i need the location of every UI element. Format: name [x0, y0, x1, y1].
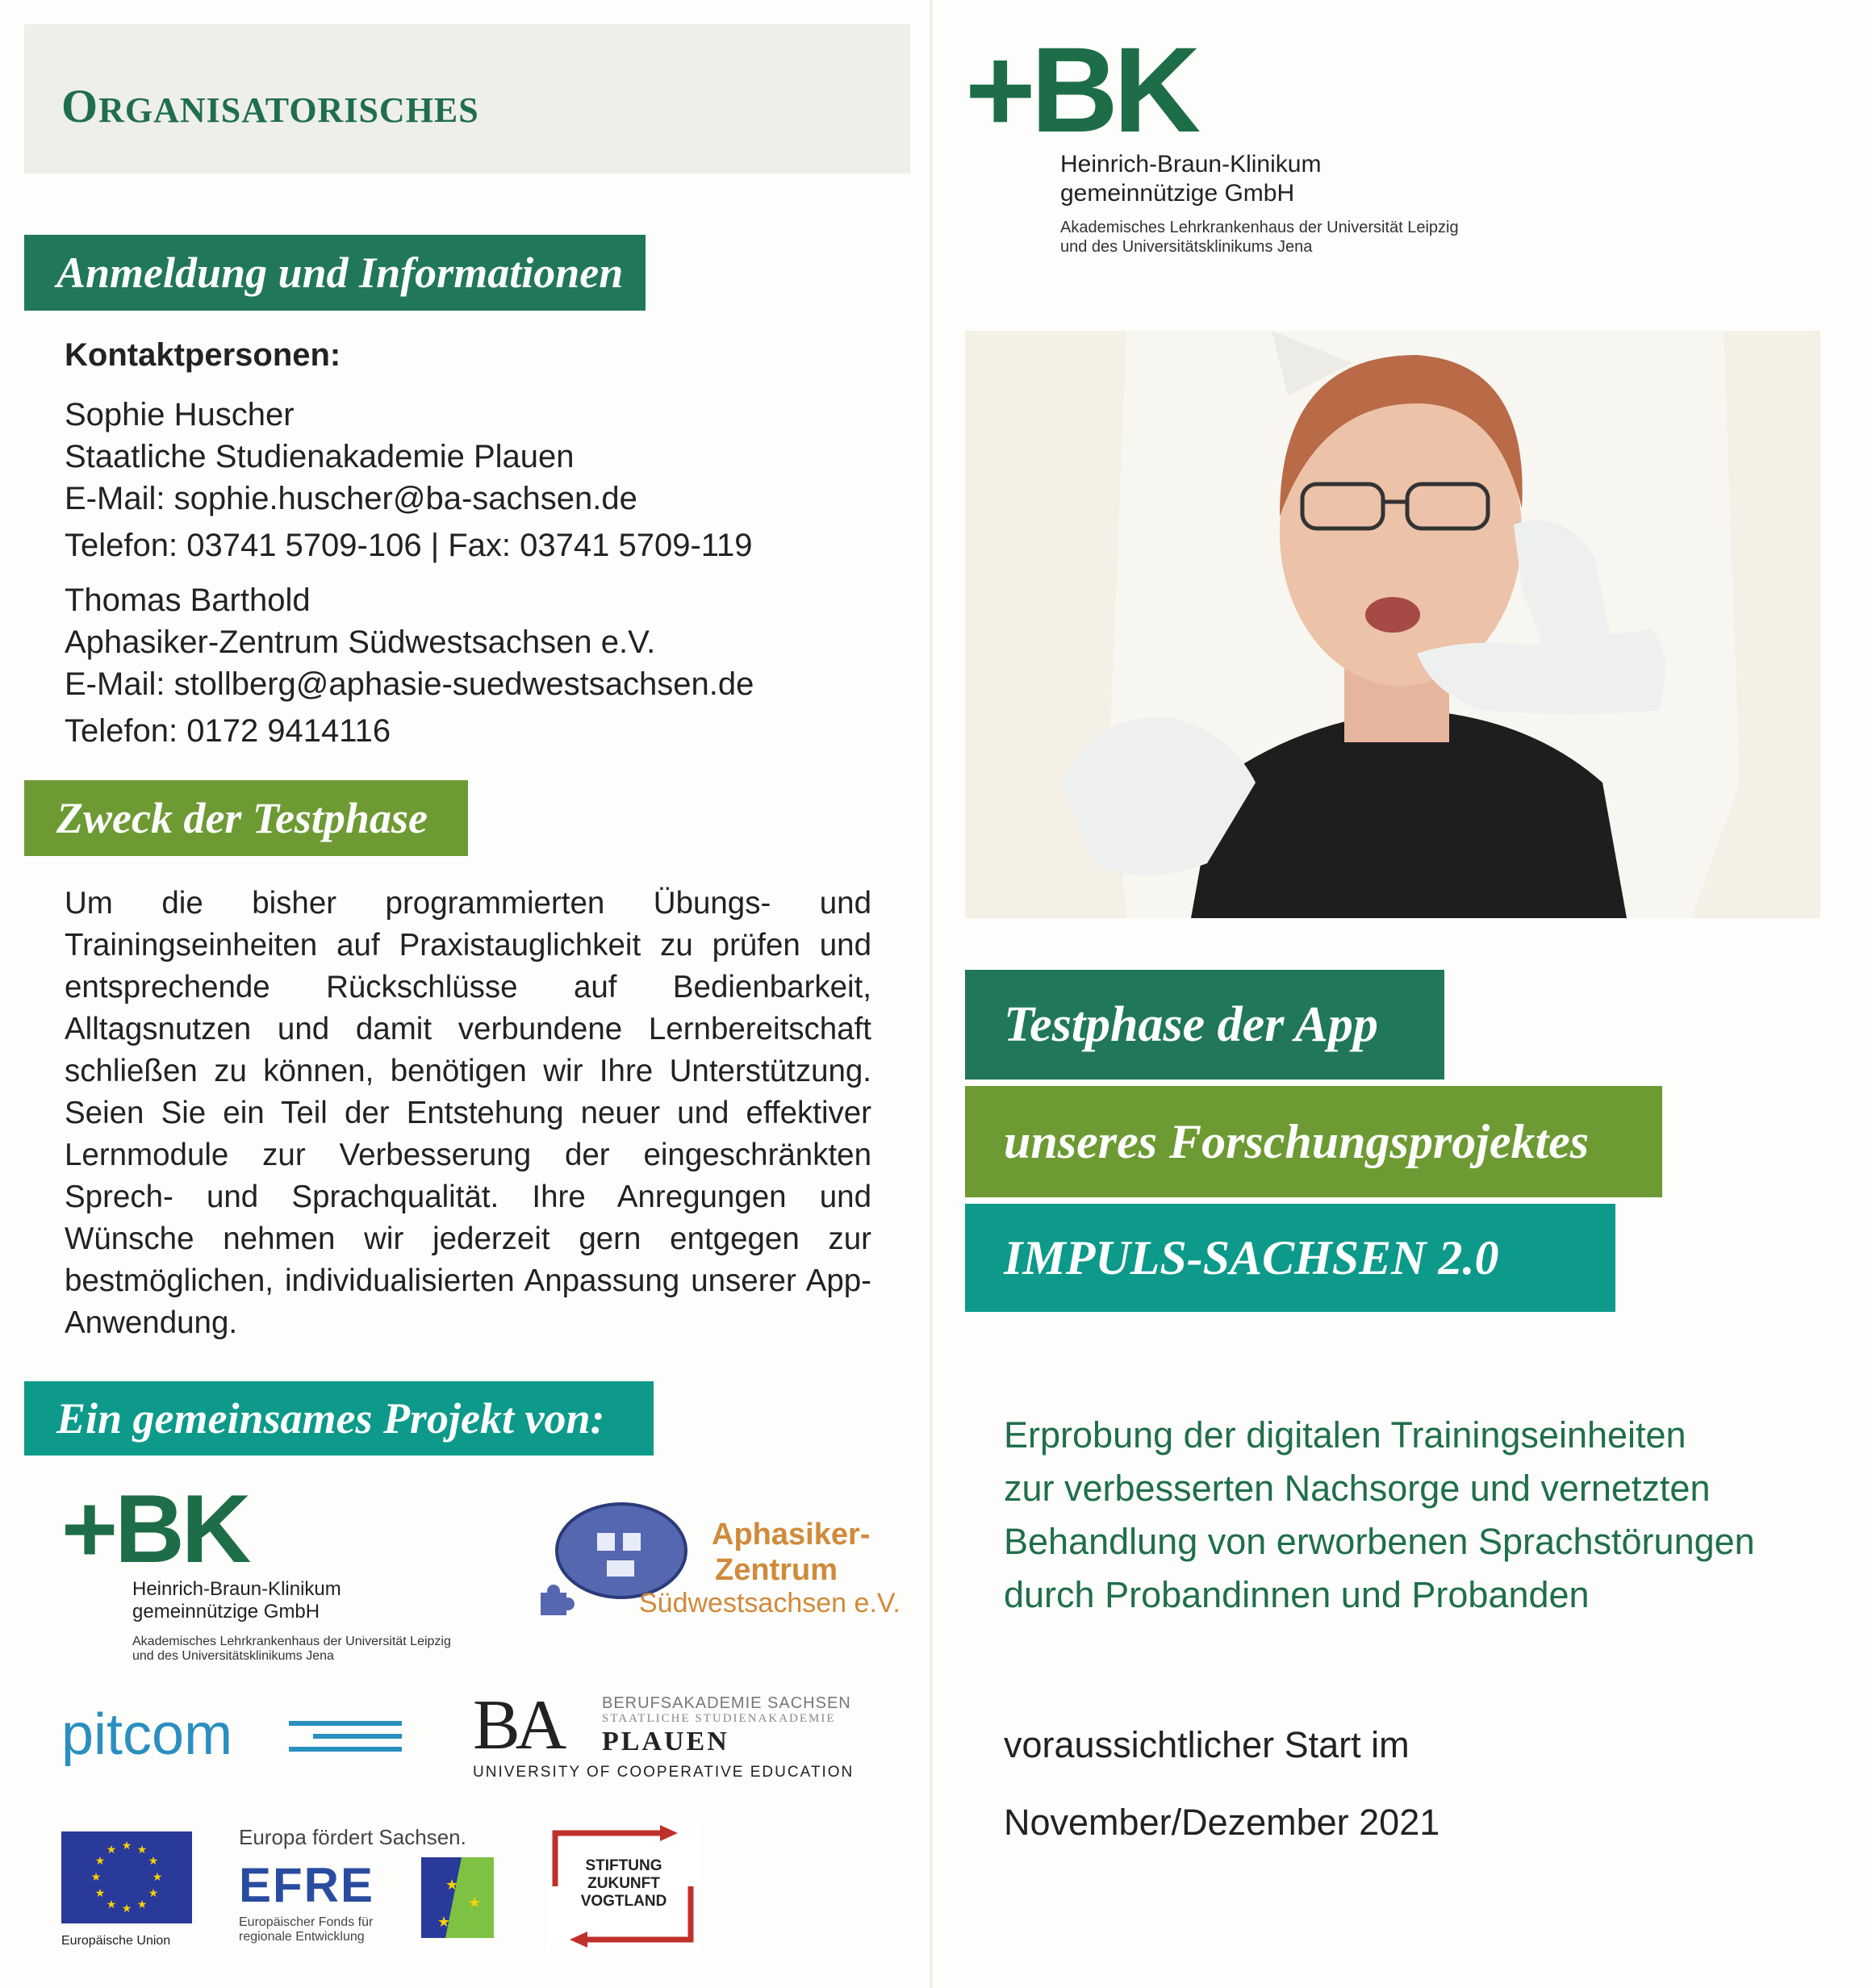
contact-heading: Kontaktpersonen:	[65, 337, 341, 373]
svg-text:★: ★	[106, 1844, 117, 1856]
pitcom-lines-icon	[289, 1718, 410, 1758]
start-date-block: voraussichtlicher Start im November/Dezember 2021	[1004, 1724, 1440, 1843]
stiftung-logo: STIFTUNG ZUKUNFT VOGTLAND	[547, 1822, 700, 1951]
pitcom-logo: pitcom	[61, 1698, 416, 1779]
heading-registration: Anmeldung und Informationen	[24, 235, 646, 311]
purpose-paragraph: Um die bisher programmierten Übungs- und Trainingseinheiten auf Praxistauglichkeit zu prüfen und entsprechende Rückschlüsse auf Bedienbarkeit, Alltagsnutzen und damit verbundene Lernbereitschaft schließen zu können, benötigen wir Ihre Unterstützung. Seien Sie ein Teil der Entstehung neuer und effektiver Lernmodule zur Verbesserung der eingeschränkten Sprech- und Sprachqualität. Ihre Anregungen und Wünsche nehmen wir jederzeit gern entgegen zur bestmöglichen, individualisierten Anpassung unserer App-Anwendung.	[65, 886, 871, 1340]
contact-email: E-Mail: stollberg@aphasie-suedwestsachsen.de	[65, 666, 754, 702]
eu-logo: ★ ★ ★ ★ ★ ★ ★ ★ ★ ★ ★ ★ Europäische Union	[61, 1831, 198, 1952]
contact-org: Staatliche Studienakademie Plauen	[65, 439, 575, 474]
svg-text:★: ★	[148, 1855, 159, 1868]
ba-plauen-logo: BA BERUFSAKADEMIE SACHSEN STAATLICHE STUDIENAKADEMIE PLAUEN UNIVERSITY OF COOPERATIVE EDUCATION	[473, 1686, 855, 1781]
contact-name: Sophie Huscher	[65, 397, 295, 432]
title-band-3: IMPULS-SACHSEN 2.0	[965, 1204, 1615, 1312]
svg-text:★: ★	[121, 1902, 132, 1915]
svg-text:★: ★	[468, 1894, 482, 1911]
subtitle-block: Erprobung der digitalen Trainingseinheiten zur verbesserten Nachsorge und vernetzten Behandlung von erworbenen Sprachstörungen durch Probandinnen und Probanden	[1004, 1414, 1755, 1615]
fold-line	[930, 0, 933, 1988]
aphasie-logo: Aphasiker- Zentrum Südwestsachsen e.V.	[533, 1501, 888, 1630]
svg-text:★: ★	[136, 1844, 148, 1856]
title-band-1: Testphase der App	[965, 970, 1444, 1080]
svg-text:★: ★	[152, 1871, 163, 1884]
contact-email: E-Mail: sophie.huscher@ba-sachsen.de	[65, 481, 637, 516]
contact-phone: Telefon: 0172 9414116	[65, 713, 391, 749]
hbk-logo-large: +BK Heinrich-Braun-Klinikum gemeinnützige GmbH Akademisches Lehrkrankenhaus der Universität Leipzig und des Universitätsklinikums Jena	[965, 22, 1459, 256]
svg-text:★: ★	[94, 1855, 106, 1868]
svg-text:★: ★	[90, 1871, 102, 1884]
svg-text:★: ★	[106, 1898, 117, 1911]
svg-text:★: ★	[445, 1877, 459, 1894]
svg-text:★: ★	[121, 1840, 132, 1852]
heading-purpose: Zweck der Testphase	[24, 780, 468, 856]
section-title: ORGANISATORISCHES	[61, 80, 479, 132]
title-band-2: unseres Forschungsprojektes	[965, 1086, 1662, 1197]
contact-block-2	[65, 579, 754, 757]
svg-text:★: ★	[94, 1887, 106, 1900]
contact-org: Aphasiker-Zentrum Südwestsachsen e.V.	[65, 624, 656, 660]
therapy-photo	[965, 331, 1820, 918]
therapy-photo-illustration	[965, 331, 1820, 918]
contact-phone: Telefon: 03741 5709-106 | Fax: 03741 5709-119	[65, 528, 753, 563]
contact-block-1	[65, 394, 753, 571]
svg-text:★: ★	[136, 1898, 148, 1911]
efre-logo: Europa fördert Sachsen. EFRE ★ ★ ★ Europäischer Fonds für regionale Entwicklung	[239, 1825, 497, 1954]
svg-text:★: ★	[148, 1887, 159, 1900]
contact-name: Thomas Barthold	[65, 583, 311, 618]
eu-flag-icon	[61, 1831, 192, 1923]
svg-text:★: ★	[437, 1914, 451, 1931]
hbk-logo-small: +BK Heinrich-Braun-Klinikum gemeinnützige GmbH Akademisches Lehrkrankenhaus der Universität Leipzig und des Universitätsklinikums Jena	[61, 1475, 451, 1663]
efre-flag-icon	[421, 1857, 494, 1938]
heading-project: Ein gemeinsames Projekt von:	[24, 1381, 654, 1456]
